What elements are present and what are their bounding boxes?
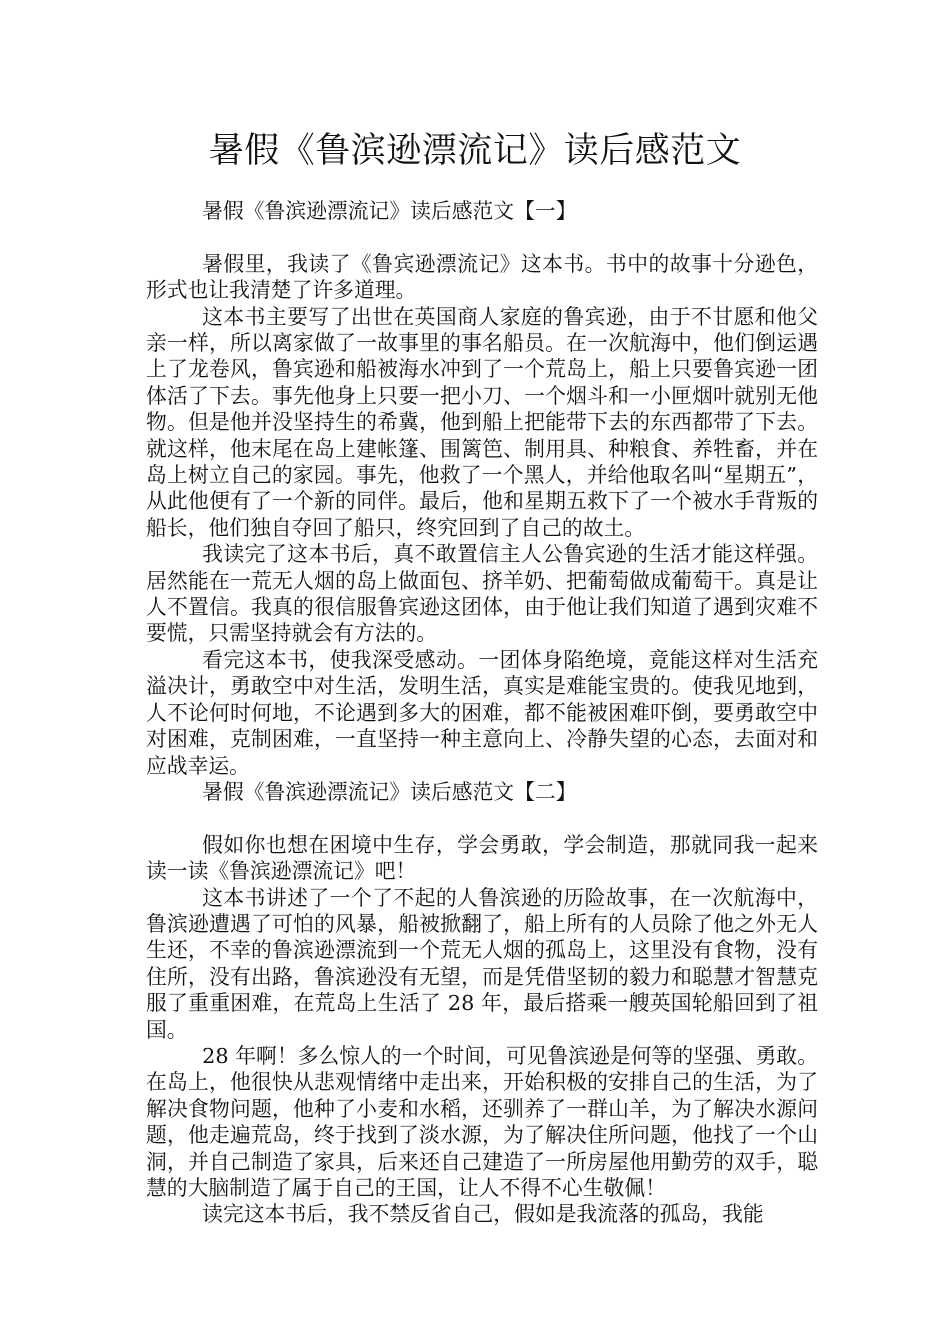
paragraph-2-2: 这本书讲述了一个了不起的人鲁滨逊的历险故事，在一次航海中，鲁滨逊遭遇了可怕的风暴，船被掀翻了，船上所有的人员除了他之外无人生还，不幸的鲁滨逊漂流到一个荒无人烟的孤岛上，这里没有食物，没有住所，没有出路，鲁滨逊没有无望，而是凭借坚韧的毅力和聪慧才智慧克服了重重困难，在荒岛上生活了 28 年，最后搭乘一艘英国轮船回到了祖国。 [146,885,818,1042]
paragraph-1-2: 这本书主要写了出世在英国商人家庭的鲁宾逊，由于不甘愿和他父亲一样，所以离家做了一故事里的事名船员。在一次航海中，他们倒运遇上了龙卷风，鲁宾逊和船被海水冲到了一个荒岛上，船上只要鲁宾逊一团体活了下去。事先他身上只要一把小刀、一个烟斗和一小匣烟叶就别无他物。但是他并没坚持生的希冀，他到船上把能带下去的东西都带了下去。就这样，他末尾在岛上建帐篷、围篱笆、制用具、种粮食、养牲畜，并在岛上树立自己的家园。事先，他救了一个黑人，并给他取名叫“星期五”，从此他便有了一个新的同伴。最后，他和星期五救下了一个被水手背叛的船长，他们独自夺回了船只，终究回到了自己的故土。 [146,304,818,540]
document-title: 暑假《鲁滨逊漂流记》读后感范文 [208,131,742,171]
paragraph-1-4: 看完这本书，使我深受感动。一团体身陷绝境，竟能这样对生活充溢决计，勇敢空中对生活，发明生活，真实是难能宝贵的。使我见地到，人不论何时何地，不论遇到多大的困难，都不能被困难吓倒，要勇敢空中对困难，克制困难，一直坚持一种主意向上、冷静失望的心态，去面对和应战幸运。 [146,647,818,778]
section-heading-2: 暑假《鲁滨逊漂流记》读后感范文【二】 [202,779,577,804]
paragraph-1-1: 暑假里，我读了《鲁宾逊漂流记》这本书。书中的故事十分逊色，形式也让我清楚了许多道理。 [146,251,818,303]
section-heading-1: 暑假《鲁滨逊漂流记》读后感范文【一】 [202,199,577,223]
paragraph-2-1: 假如你也想在困境中生存，学会勇敢，学会制造，那就同我一起来读一读《鲁滨逊漂流记》吧！ [146,832,818,884]
paragraph-1-3: 我读完了这本书后，真不敢置信主人公鲁宾逊的生活才能这样强。居然能在一荒无人烟的岛上做面包、挤羊奶、把葡萄做成葡萄干。真是让人不置信。我真的很信服鲁宾逊这团体，由于他让我们知道了遇到灾难不要慌，只需坚持就会有方法的。 [146,542,818,646]
paragraph-2-3: 28 年啊！多么惊人的一个时间，可见鲁滨逊是何等的坚强、勇敢。在岛上，他很快从悲观情绪中走出来，开始积极的安排自己的生活，为了解决食物问题，他种了小麦和水稻，还驯养了一群山羊，为了解决水源问题，他走遍荒岛，终于找到了淡水源，为了解决住所问题，他找了一个山洞，并自己制造了家具，后来还自己建造了一所房屋他用勤劳的双手，聪慧的大脑制造了属于自己的王国，让人不得不心生敬佩！ [146,1043,818,1200]
document-body [146,198,818,1228]
paragraph-2-4: 读完这本书后，我不禁反省自己，假如是我流落的孤岛，我能 [202,1202,764,1227]
